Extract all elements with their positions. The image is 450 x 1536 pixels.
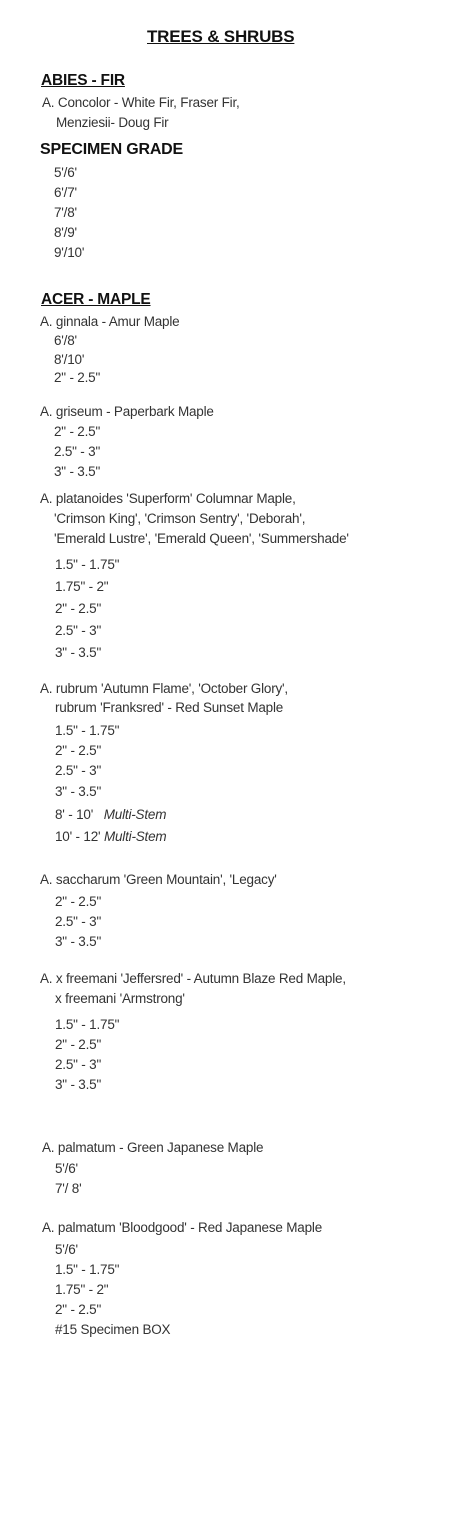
palmatum-size: 7'/ 8' — [55, 1181, 82, 1196]
saccharum-size: 3" - 3.5" — [55, 934, 102, 949]
abies-size: 7'/8' — [54, 205, 77, 220]
platanoides-size: 1.5" - 1.75" — [55, 557, 120, 572]
freemani-size: 2.5" - 3" — [55, 1057, 102, 1072]
rubrum-multistem-row — [55, 828, 166, 846]
bloodgood-size: 5'/6' — [55, 1242, 78, 1257]
platanoides-size: 1.75" - 2" — [55, 579, 109, 594]
saccharum-size: 2.5" - 3" — [55, 914, 102, 929]
bloodgood-size: 1.75" - 2" — [55, 1282, 109, 1297]
freemani-size: 2" - 2.5" — [55, 1037, 102, 1052]
ginnala-size: 8'/10' — [54, 352, 85, 367]
platanoides-name: A. platanoides 'Superform' Columnar Maple, — [40, 491, 296, 506]
abies-size: 5'/6' — [54, 165, 77, 180]
saccharum-size: 2" - 2.5" — [55, 894, 102, 909]
griseum-size: 3" - 3.5" — [54, 464, 101, 479]
griseum-size: 2" - 2.5" — [54, 424, 101, 439]
saccharum-name: A. saccharum 'Green Mountain', 'Legacy' — [40, 872, 277, 887]
griseum-size: 2.5" - 3" — [54, 444, 101, 459]
ginnala-size: 6'/8' — [54, 333, 77, 348]
freemani-size: 1.5" - 1.75" — [55, 1017, 120, 1032]
specimen-grade-heading: SPECIMEN GRADE — [40, 141, 183, 158]
rubrum-cultivars-line-2: rubrum 'Franksred' - Red Sunset Maple — [55, 700, 284, 715]
abies-heading: ABIES - FIR — [41, 72, 125, 89]
rubrum-size: 2" - 2.5" — [55, 743, 102, 758]
bloodgood-size: #15 Specimen BOX — [55, 1322, 171, 1337]
abies-size: 6'/7' — [54, 185, 77, 200]
acer-heading: ACER - MAPLE — [41, 291, 151, 308]
freemani-name: A. x freemani 'Jeffersred' - Autumn Blaze Red Maple, — [40, 971, 346, 986]
platanoides-size: 2.5" - 3" — [55, 623, 102, 638]
bloodgood-size: 1.5" - 1.75" — [55, 1262, 120, 1277]
rubrum-multistem-size: 8' - 10' — [55, 807, 94, 822]
abies-size: 9'/10' — [54, 245, 85, 260]
multistem-label: Multi-Stem — [103, 829, 167, 844]
abies-species-line-2: Menziesii- Doug Fir — [56, 115, 169, 130]
bloodgood-name: A. palmatum 'Bloodgood' - Red Japanese Maple — [42, 1220, 323, 1235]
rubrum-multistem-size: 10' - 12' — [55, 829, 101, 844]
platanoides-cultivars-line-2: 'Crimson King', 'Crimson Sentry', 'Deborah', — [54, 511, 306, 526]
rubrum-size: 3" - 3.5" — [55, 784, 102, 799]
freemani-cultivars-line-2: x freemani 'Armstrong' — [55, 991, 185, 1006]
griseum-name: A. griseum - Paperbark Maple — [40, 404, 214, 419]
palmatum-size: 5'/6' — [55, 1161, 78, 1176]
freemani-size: 3" - 3.5" — [55, 1077, 102, 1092]
rubrum-size: 2.5" - 3" — [55, 763, 102, 778]
rubrum-multistem-row — [55, 806, 166, 824]
abies-size: 8'/9' — [54, 225, 77, 240]
platanoides-size: 3" - 3.5" — [55, 645, 102, 660]
bloodgood-size: 2" - 2.5" — [55, 1302, 102, 1317]
page-title: TREES & SHRUBS — [147, 27, 295, 46]
multistem-label: Multi-Stem — [103, 807, 167, 822]
rubrum-name: A. rubrum 'Autumn Flame', 'October Glory', — [40, 681, 288, 696]
platanoides-cultivars-line-3: 'Emerald Lustre', 'Emerald Queen', 'Summershade' — [54, 531, 349, 546]
platanoides-size: 2" - 2.5" — [55, 601, 102, 616]
ginnala-size: 2" - 2.5" — [54, 370, 101, 385]
ginnala-name: A. ginnala - Amur Maple — [40, 314, 180, 329]
abies-species-line-1: A. Concolor - White Fir, Fraser Fir, — [42, 95, 240, 110]
palmatum-name: A. palmatum - Green Japanese Maple — [42, 1140, 264, 1155]
rubrum-size: 1.5" - 1.75" — [55, 723, 120, 738]
